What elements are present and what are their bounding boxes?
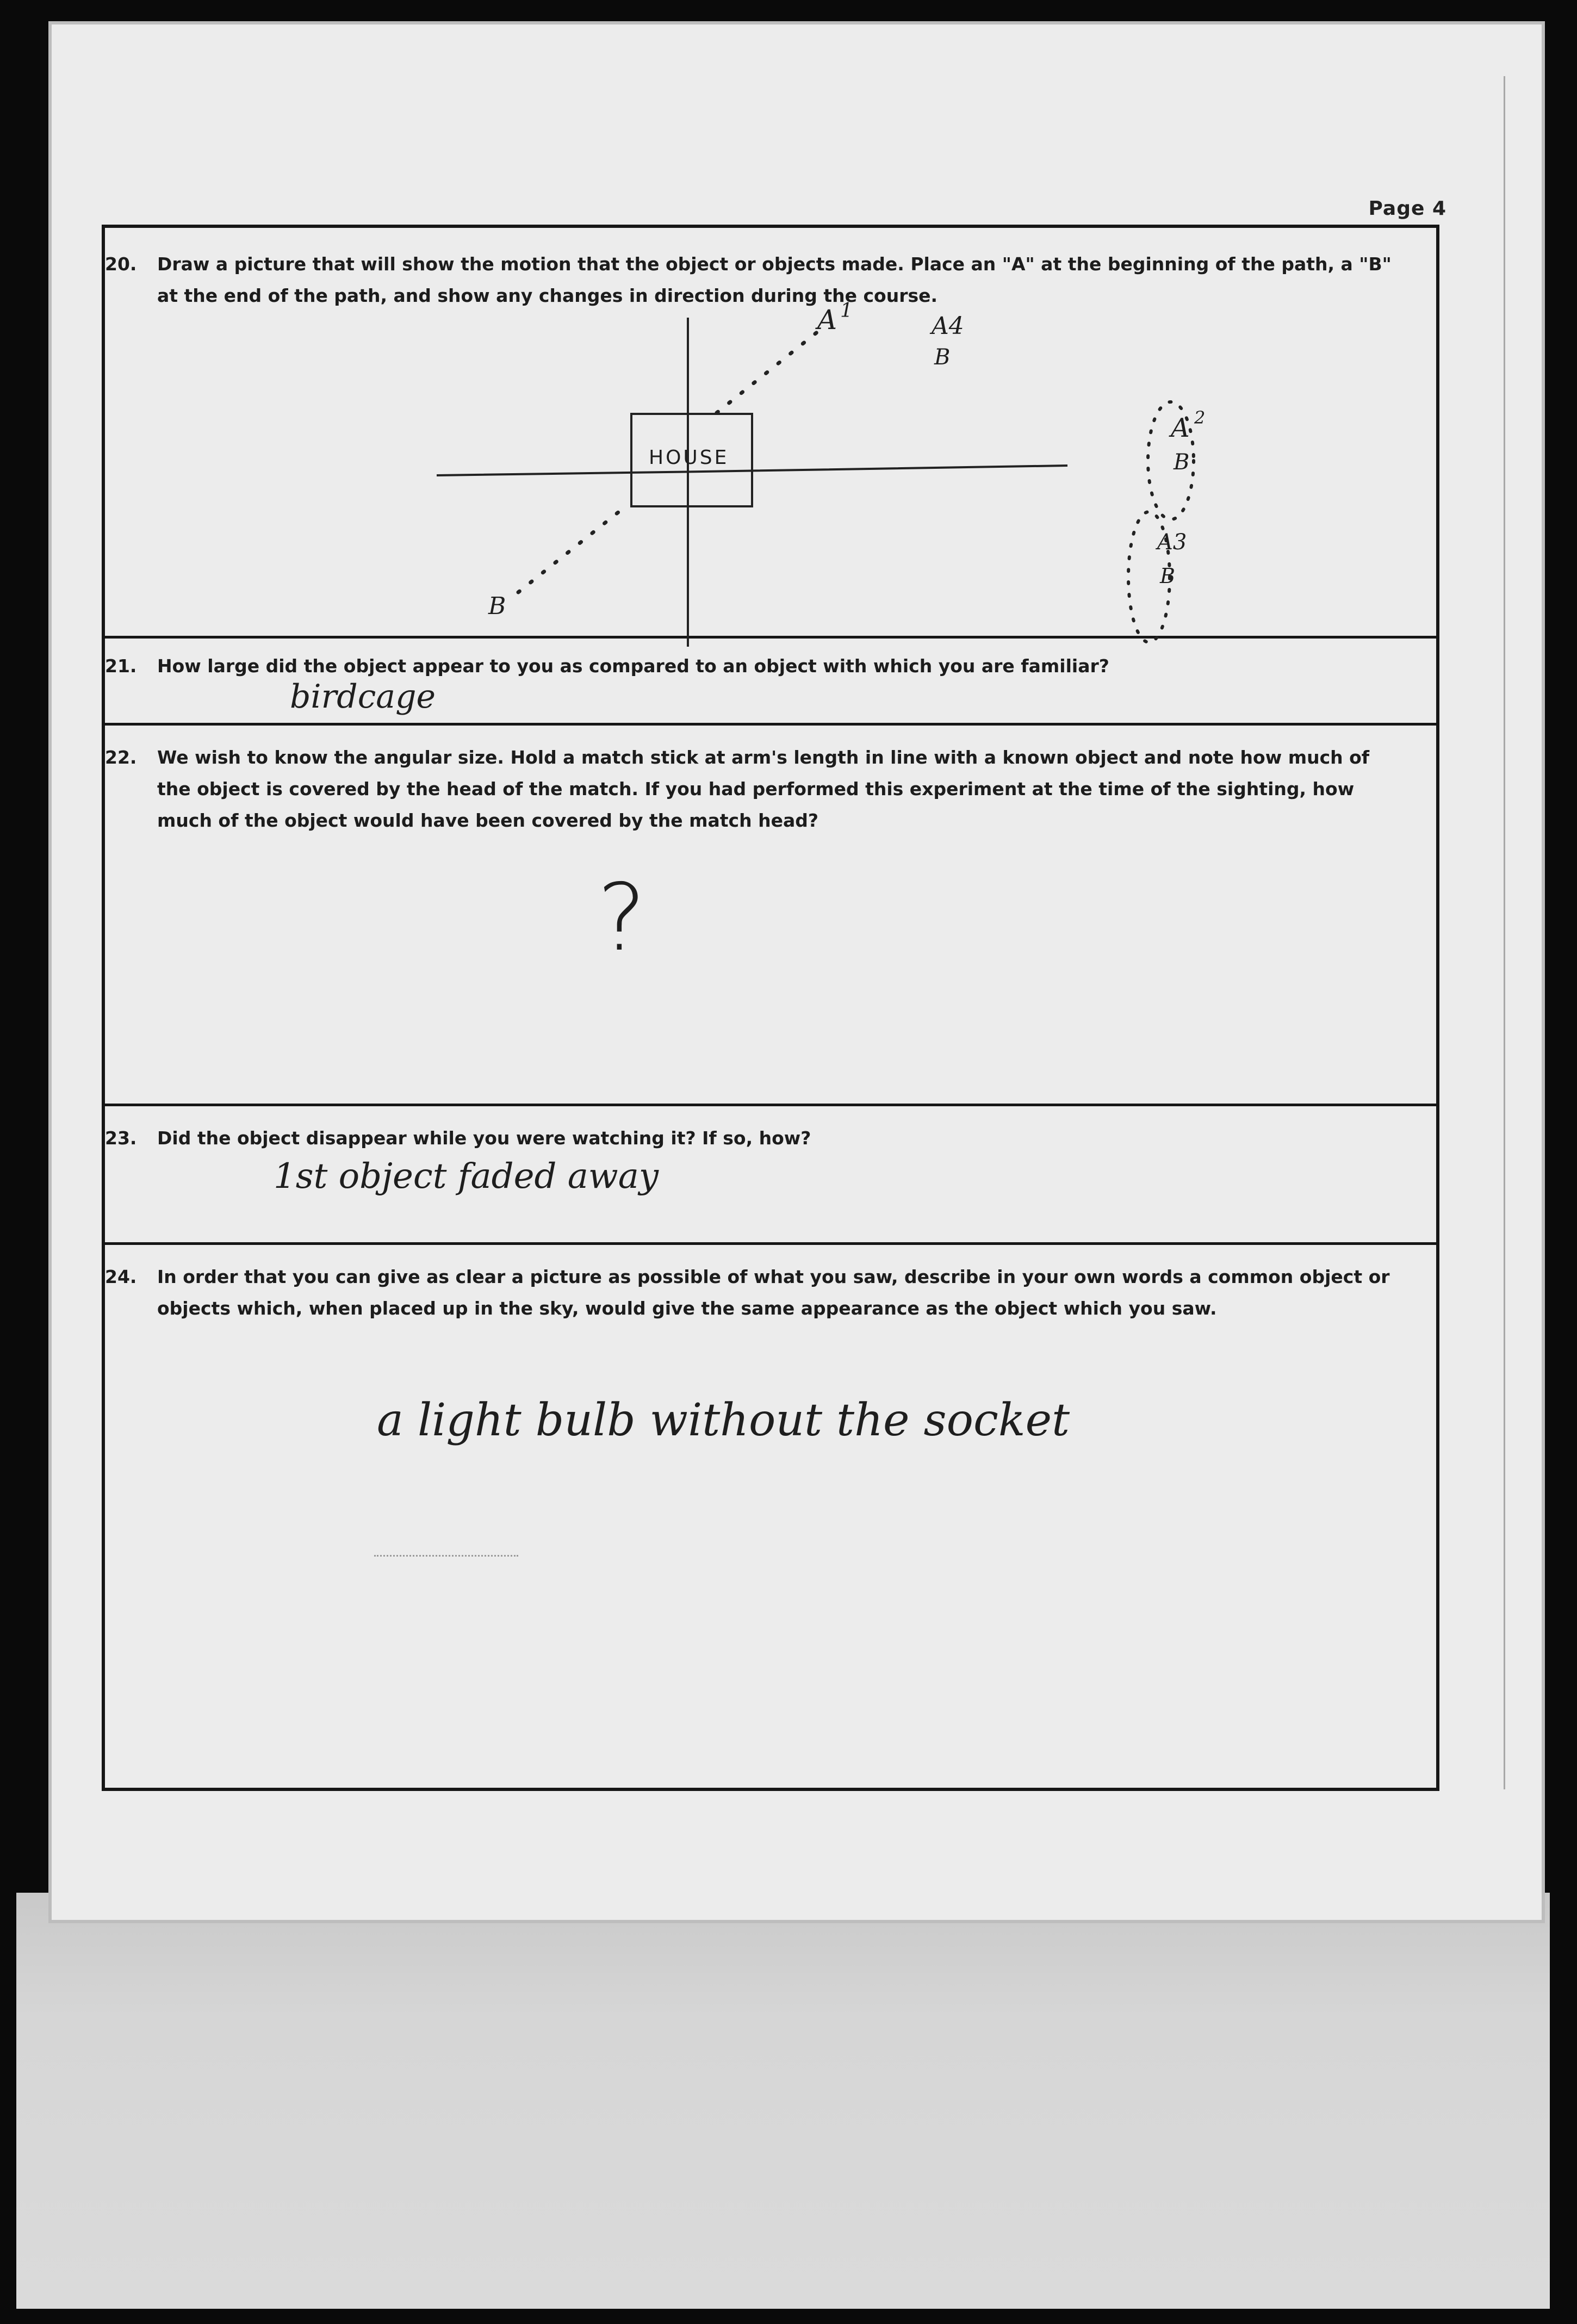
handwritten-answer: a light bulb without the socket — [377, 1395, 1070, 1446]
sketch-drawing — [105, 228, 1436, 639]
handwritten-answer: 1st object faded away — [274, 1156, 659, 1197]
question-text: In order that you can give as clear a picture as possible of what you saw, describe in your own words a common object or objects which, when placed up in the sky, would give the same appearance as the object which you saw. — [157, 1266, 1390, 1319]
label-b: B — [488, 592, 506, 620]
label-2: 2 — [1194, 407, 1206, 428]
question-text: How large did the object appear to you as compared to an object with which you are familiar? — [157, 655, 1109, 677]
dotted-path-lower — [518, 505, 627, 592]
label-a4: A4 — [932, 312, 964, 340]
question-number: 23. — [105, 1127, 137, 1149]
question-20-box — [105, 228, 1436, 639]
label-a: A — [817, 304, 837, 336]
handwritten-answer: ? — [597, 864, 647, 972]
label-b: B — [1160, 564, 1175, 588]
question-text: Draw a picture that will show the motion that the object or objects made. Place an "A" at the beginning of the path, a "B" at the end of the path, and show any changes in direction during the course. — [157, 253, 1392, 306]
house-label: HOUSE — [649, 447, 729, 469]
questionnaire-page — [52, 24, 1542, 1920]
question-22-box — [105, 726, 1436, 1106]
label-a3: A3 — [1157, 530, 1187, 555]
question-24-box — [105, 1245, 1436, 1789]
question-text: Did the object disappear while you were watching it? If so, how? — [157, 1127, 811, 1149]
question-form — [102, 225, 1439, 1791]
question-number: 22. — [105, 747, 137, 768]
label-b: B — [1174, 450, 1190, 475]
question-number: 21. — [105, 655, 137, 677]
handwritten-answer: birdcage — [290, 678, 436, 716]
faint-dotted-line — [374, 1555, 518, 1557]
page-edge-line — [1504, 76, 1505, 1789]
label-b: B — [934, 345, 951, 370]
label-1: 1 — [840, 300, 853, 322]
question-21-box — [105, 639, 1436, 726]
motion-sketch — [105, 228, 1436, 636]
page-number: Page 4 — [1368, 197, 1446, 220]
question-23-box — [105, 1106, 1436, 1245]
question-number: 24. — [105, 1266, 137, 1287]
question-text: We wish to know the angular size. Hold a match stick at arm's length in line with a known object and note how much of the object is covered by the head of the match. If you had performed this experiment at the time of the sighting, how much of the object would have been covered by the match head? — [157, 747, 1370, 831]
dotted-path-upper — [717, 329, 822, 413]
background-sheet — [16, 1893, 1550, 2309]
question-number: 20. — [105, 253, 137, 275]
label-a: A — [1171, 413, 1190, 443]
